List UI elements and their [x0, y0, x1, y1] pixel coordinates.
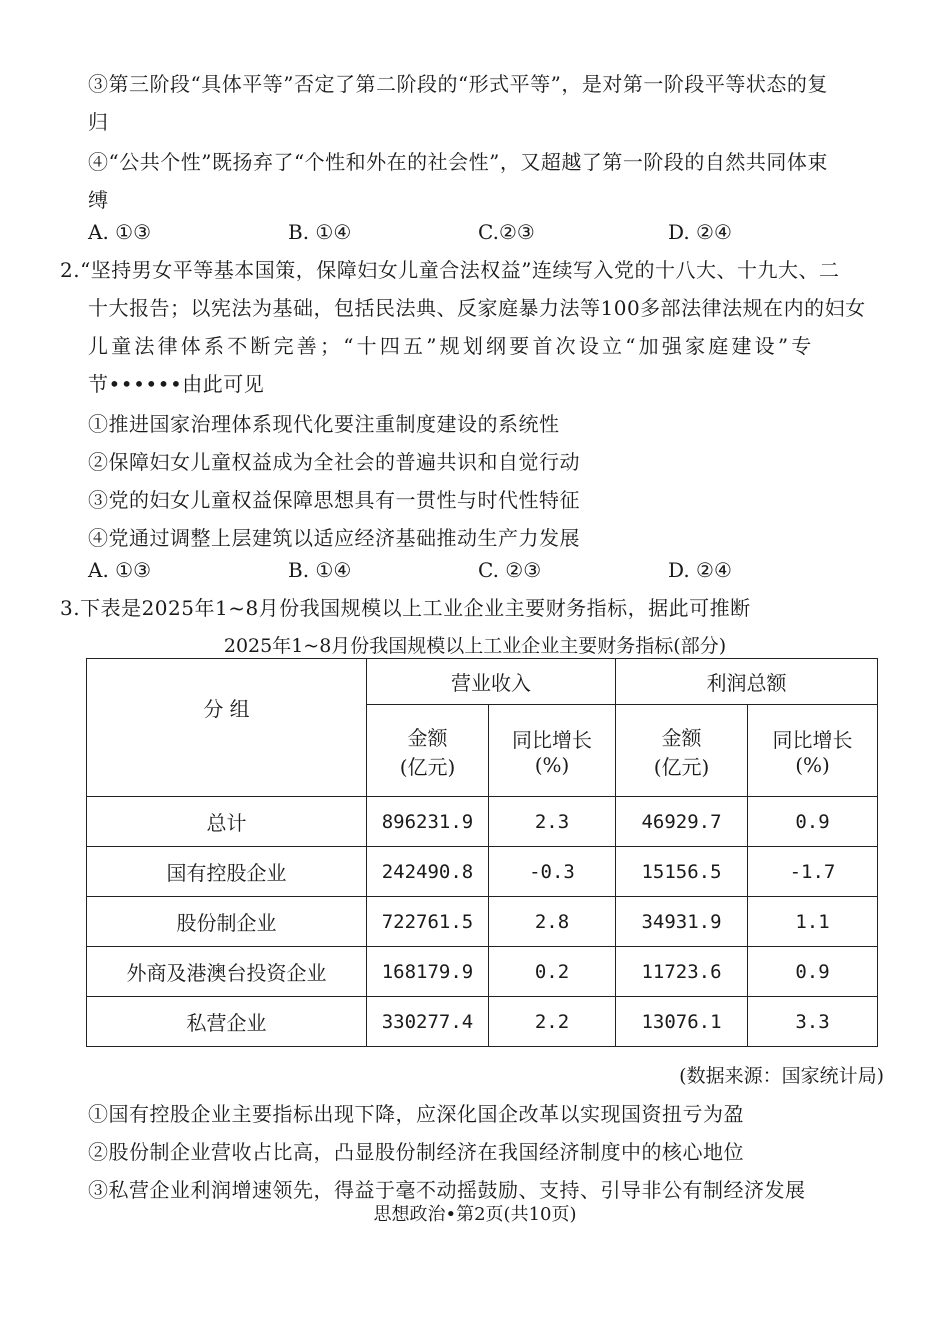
q2-option-c[interactable]: C. ②③: [478, 558, 542, 582]
financial-indicators-table: [86, 658, 878, 1047]
header-amount-label: 金额: [407, 725, 448, 750]
cell-revenue: 242490.8: [367, 847, 489, 897]
table-title: 2025年1~8月份我国规模以上工业企业主要财务指标(部分): [223, 635, 727, 657]
cell-revenue: 168179.9: [367, 947, 489, 997]
q1-option-c[interactable]: C.②③: [478, 220, 535, 244]
table-row: [87, 997, 878, 1047]
q2-stem-line1: 2.“坚持男女平等基本国策，保障妇女儿童合法权益”连续写入党的十八大、十九大、二: [60, 258, 840, 282]
cell-group: 私营企业: [87, 997, 367, 1047]
header-amount-unit: (亿元): [399, 754, 456, 779]
header-revenue-growth: [489, 705, 616, 797]
q1-option-b[interactable]: B. ①④: [288, 220, 352, 244]
header-amount-unit: (亿元): [653, 754, 710, 779]
header-amount-label: 金额: [661, 725, 702, 750]
q1-statement-4-line2: 缚: [88, 188, 109, 212]
q2-stem-line4: 节••••••由此可见: [88, 372, 265, 396]
q2-option-a[interactable]: A. ①③: [88, 558, 152, 582]
q1-statement-3-line2: 归: [88, 110, 109, 134]
header-profit: 利润总额: [616, 659, 878, 705]
q2-statement-3: ③党的妇女儿童权益保障思想具有一贯性与时代性特征: [88, 488, 580, 512]
page-footer: 思想政治•第2页(共10页): [373, 1204, 577, 1225]
table-row: [87, 897, 878, 947]
q2-statement-4: ④党通过调整上层建筑以适应经济基础推动生产力发展: [88, 526, 580, 550]
cell-group: 国有控股企业: [87, 847, 367, 897]
table-row: [87, 847, 878, 897]
cell-revenue-growth: 0.2: [489, 947, 616, 997]
table-row: [87, 947, 878, 997]
header-growth-unit: (%): [795, 753, 830, 777]
cell-revenue-growth: -0.3: [489, 847, 616, 897]
cell-revenue: 330277.4: [367, 997, 489, 1047]
q1-option-d[interactable]: D. ②④: [668, 220, 732, 244]
cell-profit-growth: -1.7: [748, 847, 878, 897]
q2-stem-line2: 十大报告；以宪法为基础，包括民法典、反家庭暴力法等100多部法律法规在内的妇女: [88, 296, 866, 320]
header-growth-unit: (%): [534, 753, 570, 777]
cell-revenue: 722761.5: [367, 897, 489, 947]
header-growth-label: 同比增长: [512, 728, 592, 752]
q1-statement-3-line1: ③第三阶段“具体平等”否定了第二阶段的“形式平等”，是对第一阶段平等状态的复: [88, 72, 828, 96]
cell-profit: 15156.5: [616, 847, 748, 897]
q3-stem: 3.下表是2025年1~8月份我国规模以上工业企业主要财务指标，据此可推断: [60, 596, 751, 620]
q2-options: [88, 556, 788, 584]
q1-statement-4-line1: ④“公共个性”既扬弃了“个性和外在的社会性”，又超越了第一阶段的自然共同体束: [88, 150, 828, 174]
header-profit-amount: [616, 705, 748, 797]
header-revenue-amount: [367, 705, 489, 797]
cell-profit-growth: 0.9: [748, 797, 878, 847]
cell-profit: 34931.9: [616, 897, 748, 947]
cell-group: 总计: [87, 797, 367, 847]
q2-option-b[interactable]: B. ①④: [288, 558, 352, 582]
q2-statement-1: ①推进国家治理体系现代化要注重制度建设的系统性: [88, 412, 560, 436]
cell-group: 股份制企业: [87, 897, 367, 947]
q2-stem-line3: 儿童法律体系不断完善；“十四五”规划纲要首次设立“加强家庭建设”专: [88, 334, 815, 358]
header-revenue: 营业收入: [367, 659, 616, 705]
cell-profit-growth: 1.1: [748, 897, 878, 947]
q1-option-a[interactable]: A. ①③: [88, 220, 152, 244]
cell-profit: 46929.7: [616, 797, 748, 847]
cell-profit-growth: 0.9: [748, 947, 878, 997]
header-growth-label: 同比增长: [772, 728, 853, 752]
cell-group: 外商及港澳台投资企业: [87, 947, 367, 997]
data-source: (数据来源：国家统计局): [679, 1065, 884, 1087]
cell-profit: 13076.1: [616, 997, 748, 1047]
cell-revenue-growth: 2.3: [489, 797, 616, 847]
table-row: [87, 797, 878, 847]
header-profit-growth: [748, 705, 878, 797]
q1-options: [88, 218, 788, 246]
cell-profit: 11723.6: [616, 947, 748, 997]
cell-revenue-growth: 2.2: [489, 997, 616, 1047]
q3-statement-2: ②股份制企业营收占比高，凸显股份制经济在我国经济制度中的核心地位: [88, 1140, 744, 1164]
cell-profit-growth: 3.3: [748, 997, 878, 1047]
q2-option-d[interactable]: D. ②④: [668, 558, 732, 582]
cell-revenue-growth: 2.8: [489, 897, 616, 947]
cell-revenue: 896231.9: [367, 797, 489, 847]
header-group: 分 组: [87, 659, 367, 797]
q3-statement-3: ③私营企业利润增速领先，得益于毫不动摇鼓励、支持、引导非公有制经济发展: [88, 1178, 806, 1202]
q3-statement-1: ①国有控股企业主要指标出现下降，应深化国企改革以实现国资扭亏为盈: [88, 1102, 744, 1126]
q2-statement-2: ②保障妇女儿童权益成为全社会的普遍共识和自觉行动: [88, 450, 580, 474]
